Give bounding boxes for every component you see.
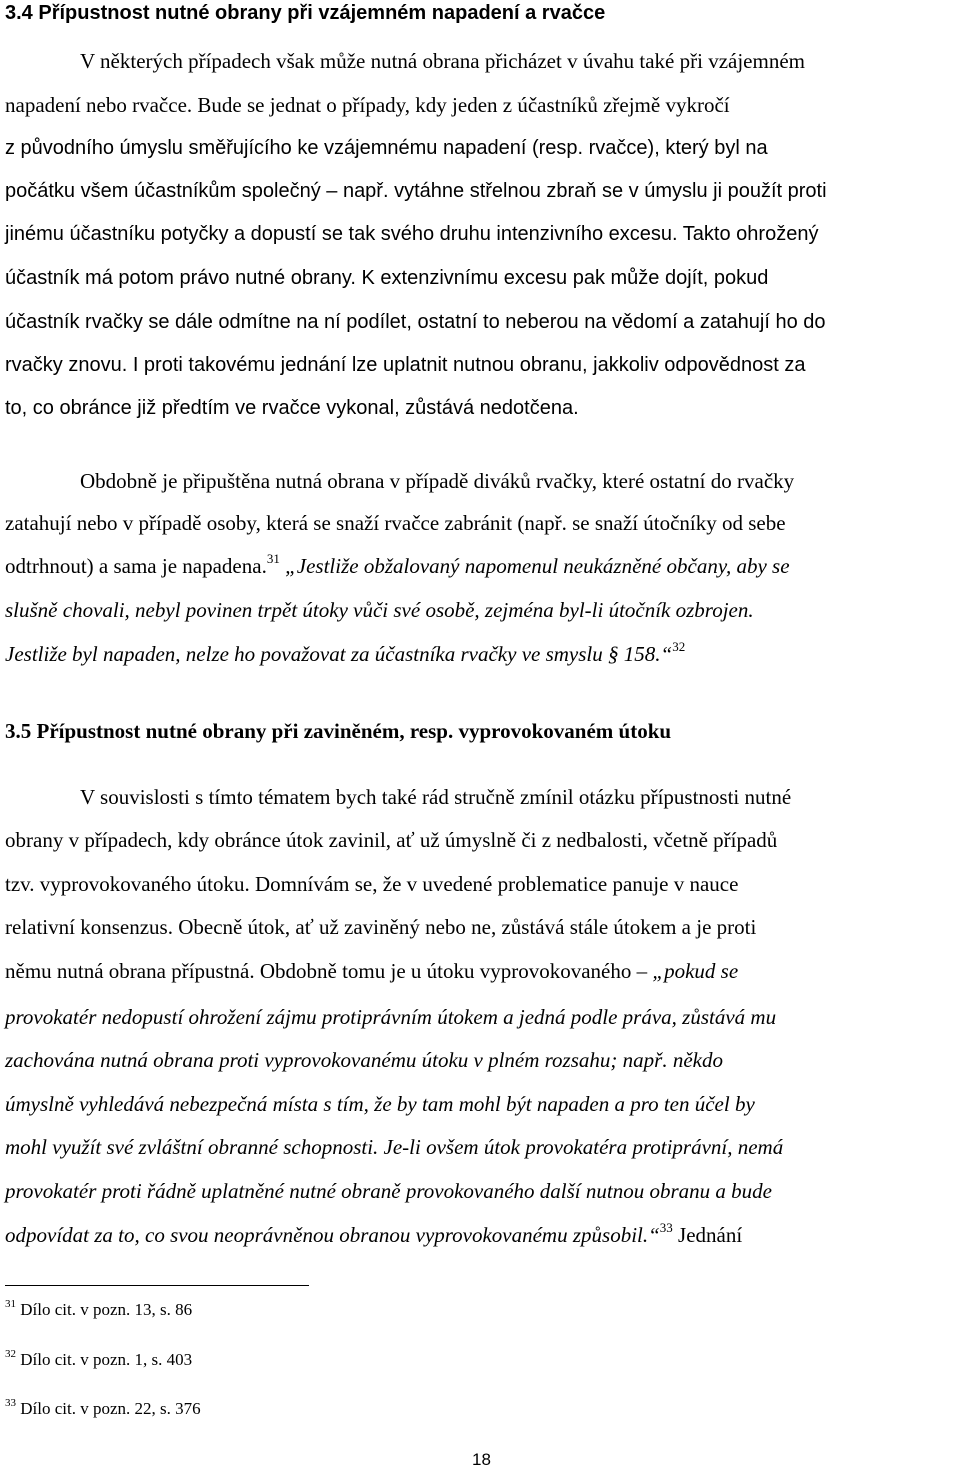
quote-line <box>5 1134 783 1160</box>
paragraph-line: zatahují nebo v případě osoby, která se snaží rvačce zabránit (např. se snaží útočníky od sebe <box>5 511 786 535</box>
paragraph-line: relativní konsenzus. Obecně útok, ať už zaviněný nebo ne, zůstává stále útokem a je proti <box>5 915 757 939</box>
footnote-number: 32 <box>5 1348 16 1360</box>
quote-line <box>5 1004 776 1030</box>
quote-text: provokatér nedopustí ohrožení zájmu protiprávním útokem a jedná podle práva, zůstává mu <box>5 1005 777 1029</box>
footnote-ref-32: 32 <box>672 639 686 654</box>
paragraph-text: němu nutná obrana přípustná. Obdobně tomu je u útoku vyprovokovaného – <box>5 959 653 983</box>
footnote-33 <box>5 1399 201 1419</box>
footnote-number: 33 <box>5 1397 16 1409</box>
section-heading-3-4: 3.4 Přípustnost nutné obrany při vzájemném napadení a rvačce <box>5 2 606 24</box>
quote-text: „Jestliže obžalovaný napomenul neukázněné občany, aby se <box>279 554 790 578</box>
section-heading-3-5: 3.5 Přípustnost nutné obrany při zaviněném, resp. vyprovokovaném útoku <box>5 719 672 743</box>
footnote-text: Dílo cit. v pozn. 1, s. 403 <box>16 1350 193 1369</box>
quote-text: mohl využít své zvláštní obranné schopnosti. Je-li ovšem útok provokatéra protiprávní, nemá <box>5 1135 784 1159</box>
footnote-text: Dílo cit. v pozn. 13, s. 86 <box>16 1300 193 1319</box>
paragraph-line: účastník má potom právo nutné obrany. K extenzivnímu excesu pak může dojít, pokud <box>5 267 769 289</box>
paragraph-line: rvačky znovu. I proti takovému jednání lze uplatnit nutnou obranu, jakkoliv odpovědnost za <box>5 354 806 376</box>
page-number: 18 <box>472 1450 491 1469</box>
quote-text: Jestliže byl napaden, nelze ho považovat za účastníka rvačky ve smyslu § 158.“ <box>5 642 673 666</box>
paragraph-line: jinému účastníku potyčky a dopustí se tak svého druhu intenzivního excesu. Takto ohrožený <box>5 223 819 245</box>
quote-line <box>5 1047 723 1073</box>
quote-line <box>5 1178 772 1204</box>
quote-line <box>5 1091 755 1117</box>
footnote-ref-33: 33 <box>659 1220 673 1235</box>
paragraph-line: počátku všem účastníkům společný – např. vytáhne střelnou zbraň se v úmyslu ji použít proti <box>5 180 827 202</box>
footnote-number: 31 <box>5 1298 16 1310</box>
paragraph-text: odtrhnout) a sama je napadena. <box>5 554 267 578</box>
quote-text: slušně chovali, nebyl povinen trpět útoky vůči své osobě, zejména byl-li útočník ozbrojen. <box>5 598 754 622</box>
paragraph-line: napadení nebo rvačce. Bude se jednat o případy, kdy jeden z účastníků zřejmě vykročí <box>5 93 730 117</box>
paragraph-line <box>5 958 738 984</box>
footnote-31 <box>5 1300 192 1320</box>
footnote-32 <box>5 1350 192 1370</box>
quote-text: odpovídat za to, co svou neoprávněnou obranou vyprovokovanému způsobil.“ <box>5 1223 660 1247</box>
quote-text: úmyslně vyhledává nebezpečná místa s tím, že by tam mohl být napaden a pro ten účel by <box>5 1092 755 1116</box>
footnote-separator <box>5 1285 309 1286</box>
paragraph-line <box>5 553 790 579</box>
footnote-ref-31: 31 <box>266 551 280 566</box>
paragraph-line: V souvislosti s tímto tématem bych také rád stručně zmínil otázku přípustnosti nutné <box>80 785 792 809</box>
quote-line <box>5 641 685 667</box>
quote-text: provokatér proti řádně uplatněné nutné obraně provokovaného další nutnou obranu a bude <box>5 1179 772 1203</box>
quote-text: „pokud se <box>652 959 739 983</box>
paragraph-line: z původního úmyslu směřujícího ke vzájemnému napadení (resp. rvačce), který byl na <box>5 137 768 159</box>
footnote-text: Dílo cit. v pozn. 22, s. 376 <box>16 1399 201 1418</box>
quote-line <box>5 597 754 623</box>
paragraph-text: Jednání <box>672 1223 743 1247</box>
paragraph-line: Obdobně je připuštěna nutná obrana v případě diváků rvačky, které ostatní do rvačky <box>80 469 795 493</box>
quote-text: zachována nutná obrana proti vyprovokovanému útoku v plném rozsahu; např. někdo <box>5 1048 723 1072</box>
quote-line <box>5 1222 742 1248</box>
paragraph-line: účastník rvačky se dále odmítne na ní podílet, ostatní to neberou na vědomí a zatahují ho do <box>5 311 826 333</box>
paragraph-line: V některých případech však může nutná obrana přicházet v úvahu také při vzájemném <box>80 49 805 73</box>
paragraph-line: obrany v případech, kdy obránce útok zavinil, ať už úmyslně či z nedbalosti, včetně případů <box>5 828 778 852</box>
paragraph-line: tzv. vyprovokovaného útoku. Domnívám se, že v uvedené problematice panuje v nauce <box>5 872 739 896</box>
paragraph-line: to, co obránce již předtím ve rvačce vykonal, zůstává nedotčena. <box>5 397 579 419</box>
